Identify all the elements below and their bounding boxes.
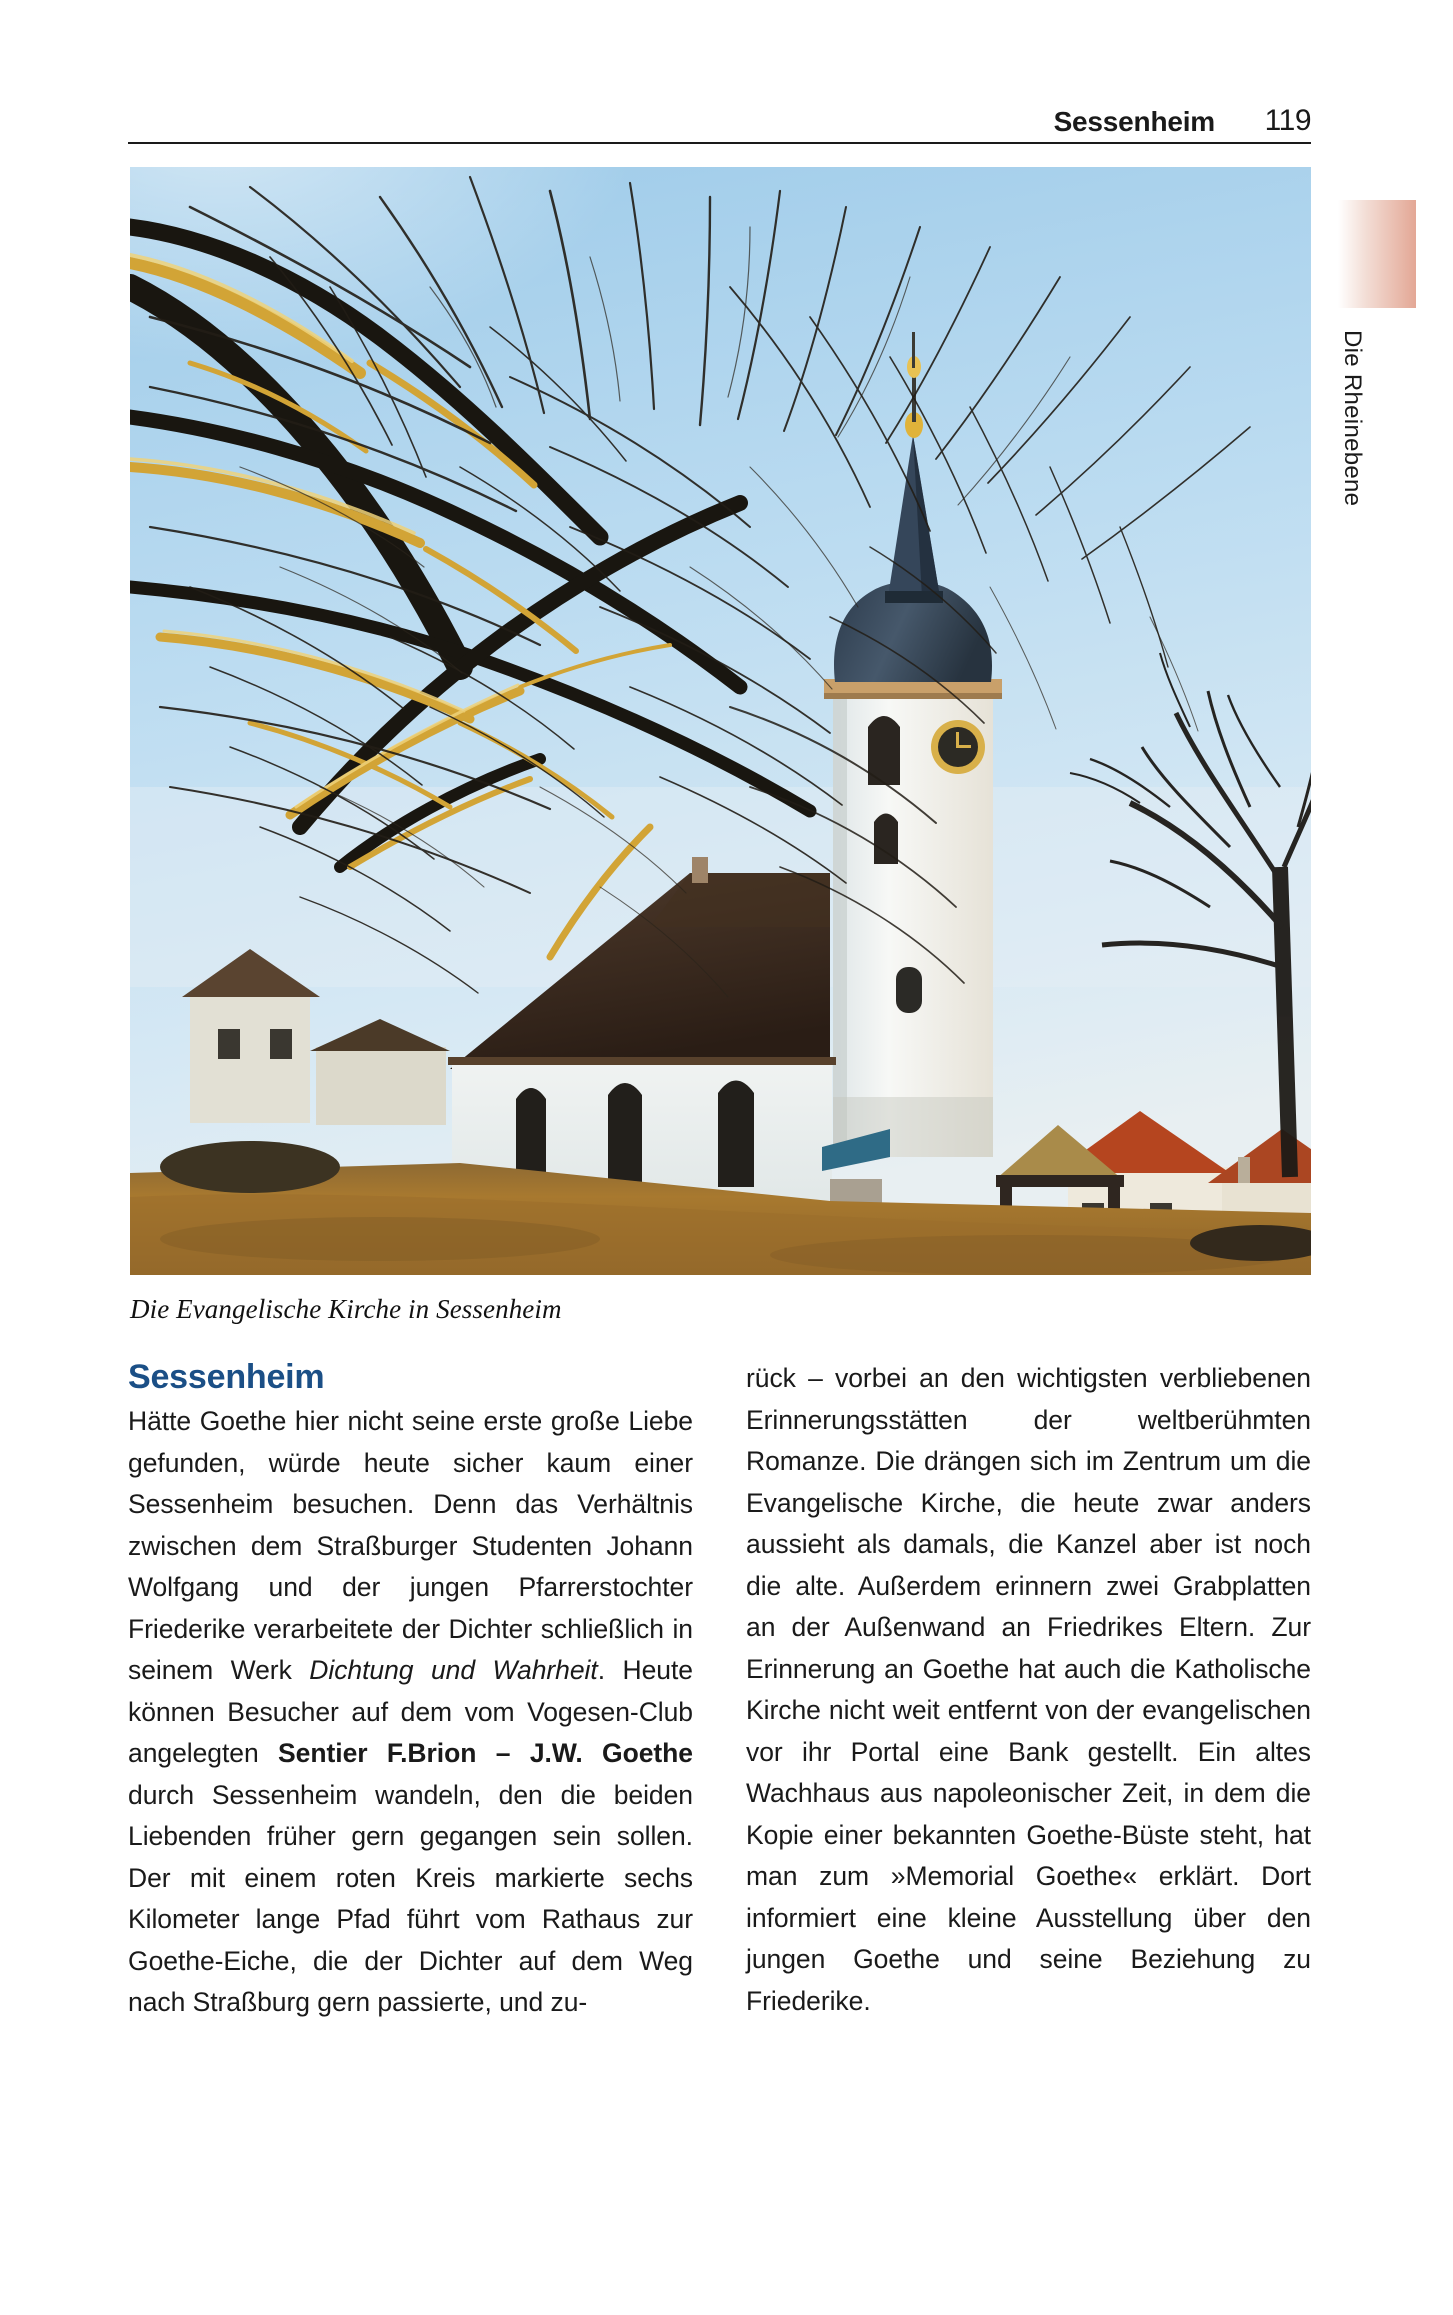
photo-caption: Die Evangelische Kirche in Sessenheim	[130, 1294, 562, 1324]
right-column	[746, 1358, 1311, 2022]
chapter-thumb-tab	[1338, 200, 1416, 308]
left-body-part1: Hätte Goethe hier nicht seine erste große Liebe gefunden, würde heute sicher kaum einer Sessenheim besuchen. Denn das Verhältnis zwischen dem Straßburger Studenten Johann Wolfgang und der jungen Pfarrerstochter Friederike verarbeitete der Dichter schließlich in seinem Werk	[128, 1406, 693, 1686]
right-column-body: rück – vorbei an den wichtigsten verbliebenen Erinnerungsstätten der weltberühmten Romanze. Die drängen sich im Zentrum um die Evangelische Kirche, die heute zwar anders aussieht als damals, die Kanzel aber ist noch die alte. Außerdem erinnern zwei Grabplatten an der Außenwand an Friedrikes Eltern. Zur Erinnerung an Goethe hat auch die Katholische Kirche nicht weit entfernt von der evangelischen vor ihr Portal eine Bank gestellt. Ein altes Wachhaus aus napoleonischer Zeit, in dem die Kopie einer bekannten Goethe-Büste steht, hat man zum »Memorial Goethe« erklärt. Dort informiert eine kleine Ausstellung über den jungen Goethe und seine Beziehung zu Friederike.	[746, 1363, 1311, 2016]
chapter-side-label	[1332, 330, 1372, 650]
trail-name-bold: Sentier F.Brion – J.W. Goethe	[278, 1738, 693, 1769]
photo-artwork	[130, 167, 1311, 1275]
chapter-side-label-text: Die Rheinebene	[1339, 330, 1366, 507]
left-column	[128, 1358, 693, 2024]
section-heading: Sessenheim	[128, 1358, 325, 1396]
article-columns	[128, 1358, 1311, 2188]
work-title-italic: Dichtung und Wahrheit	[309, 1655, 598, 1686]
left-body-part2: . Heute können Besucher auf dem vom Vogesen-Club angelegten	[128, 1655, 693, 1769]
header-rule	[128, 142, 1311, 144]
running-head	[128, 96, 1311, 144]
running-head-title: Sessenheim	[1053, 106, 1215, 137]
page-number: 119	[1264, 104, 1311, 137]
left-body-part3: durch Sessenheim wandeln, den die beiden Liebenden früher gern gegangen sein sollen. Der mit einem roten Kreis markierte sechs Kilometer lange Pfad führt vom Rathaus zur Goethe-Eiche, die der Dichter auf dem Weg nach Straßburg gern passierte, und zu-	[128, 1779, 693, 2018]
left-column-body	[128, 1401, 693, 2024]
church-photograph	[130, 167, 1311, 1275]
